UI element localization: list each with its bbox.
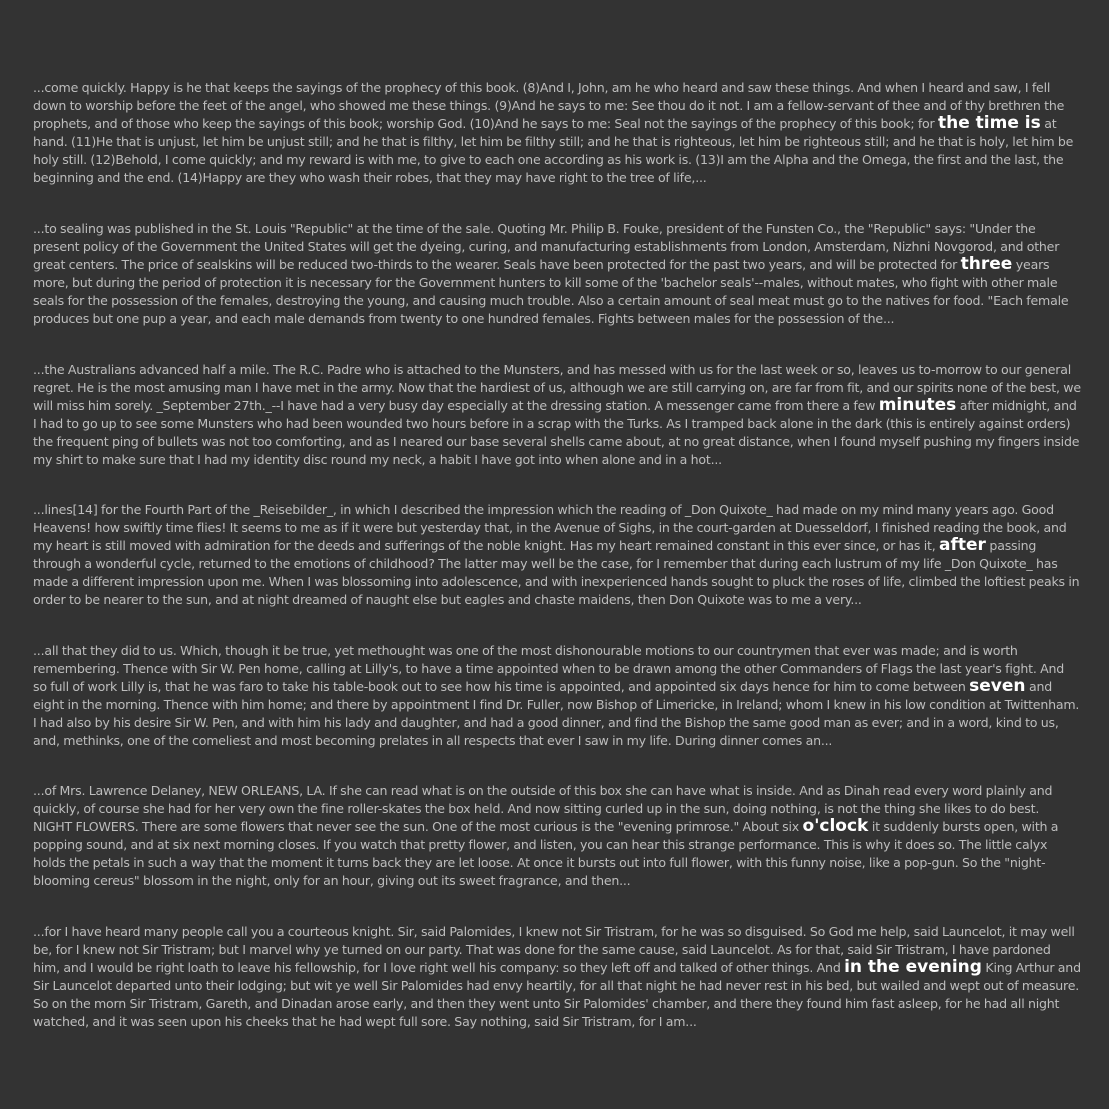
highlighted-phrase: in the evening xyxy=(844,956,982,977)
passage-text: ...all that they did to us. Which, though it be true, yet methought was one of the most dishonourable motions to our countrymen that ever was made; and is worth remembering. Thence with Sir W. Pen home, calling at Lilly's, to have a time appointed when to be drawn among the other Commanders of Flags the last year's fight. And so full of work Lilly is, that he was faro to take his table-book out to see how his time is appointed, and appointed six days hence for him to come between xyxy=(33,643,1065,694)
passage-text: ...the Australians advanced half a mile. The R.C. Padre who is attached to the Munsters, and has messed with us for the last week or so, leaves us to-morrow to our general regret. He is the most amusing man I have met in the army. Now that the hardiest of us, although we are still carrying on, are far from fit, and our spirits none of the best, we will miss him sorely. _September 27th._--I have had a very busy day especially at the dressing station. A messenger came from there a few xyxy=(33,362,1081,413)
passage-2 xyxy=(33,220,1081,327)
passage-text: ...of Mrs. Lawrence Delaney, NEW ORLEANS, LA. If she can read what is on the outside of this box she can have what is inside. And as Dinah read every word plainly and quickly, of course she had for her very own the fine roller-skates the box held. And now sitting curled up in the sun, doing nothing, is not the thing she likes to do best. NIGHT FLOWERS. There are some flowers that never see the sun. One of the most curious is the "evening primrose." About six xyxy=(33,783,1053,834)
passage-text: ...for I have heard many people call you a courteous knight. Sir, said Palomides, I knew not Sir Tristram, for he was so disguised. So God me help, said Launcelot, it may well be, for I knew not Sir Tristram; but I marvel why ye turned on our party. That was done for the same cause, said Launcelot. As for that, said Sir Tristram, I have pardoned him, and I would be right loath to leave his fellowship, for I love right well his company: so they left off and talked of other things. And xyxy=(33,924,1075,975)
passage-text: ...to sealing was published in the St. Louis "Republic" at the time of the sale. Quoting Mr. Philip B. Fouke, president of the Funsten Co., the "Republic" says: "Under the present policy of the Government the United States will get the dyeing, curing, and manufacturing establishments from London, Amsterdam, Nizhni Novgorod, and other great centers. The price of sealskins will be reduced two-thirds to the wearer. Seals have been protected for the past two years, and will be protected for xyxy=(33,221,1060,272)
highlighted-phrase: three xyxy=(960,253,1013,274)
passage-text: King Arthur and Sir Launcelot departed unto their lodging; but wit ye well Sir Palomides had envy heartily, for all that night he had never rest in his bed, but wailed and wept out of measure. So on the morn Sir Tristram, Gareth, and Dinadan arose early, and then they went unto Sir Palomides' chamber, and there they found him fast asleep, for he had all night watched, and it was seen upon his cheeks that he had wept full sore. Say nothing, said Sir Tristram, for I am... xyxy=(33,959,1081,1029)
passage-4 xyxy=(33,501,1081,608)
passage-text: ...come quickly. Happy is he that keeps the sayings of the prophecy of this book. (8)And I, John, am he who heard and saw these things. And when I heard and saw, I fell down to worship before the feet of the angel, who showed me these things. (9)And he says to me: See thou do it not. I am a fellow-servant of thee and of thy brethren the prophets, and of those who keep the sayings of this book; worship God. (10)And he says to me: Seal not the sayings of the prophecy of this book; for xyxy=(33,80,1065,131)
passage-text: it suddenly bursts open, with a popping sound, and at six next morning closes. If you watch that pretty flower, and listen, you can hear this strange performance. This is why it does so. The little calyx holds the petals in such a way that the moment it turns back they are let loose. At once it bursts out into full flower, with this funny noise, like a pop-gun. So the "night-blooming cereus" blossom in the night, only for an hour, giving out its sweet fragrance, and then... xyxy=(33,818,1059,888)
passage-6 xyxy=(33,782,1081,889)
passage-text: years more, but during the period of protection it is necessary for the Government hunters to kill some of the 'bachelor seals'--males, without mates, who fight with other male seals for the possession of the females, destroying the young, and causing much trouble. Also a certain amount of seal meat must go to the natives for food. "Each female produces but one pup a year, and each male demands from twenty to one hundred females. Fights between males for the possession of the... xyxy=(33,256,1069,326)
highlighted-phrase: after xyxy=(939,534,986,555)
passage-text: passing through a wonderful cycle, returned to the emotions of childhood? The latter may well be the case, for I remember that during each lustrum of my life _Don Quixote_ has made a different impression upon me. When I was blossoming into adolescence, and with inexperienced hands sought to pluck the roses of life, climbed the loftiest peaks in order to be nearer to the sun, and at night dreamed of naught else but eagles and chaste maidens, then Don Quixote was to me a very... xyxy=(33,537,1080,607)
passage-3 xyxy=(33,361,1081,468)
passage-5 xyxy=(33,642,1081,749)
highlighted-phrase: minutes xyxy=(878,394,957,415)
passage-7 xyxy=(33,923,1081,1030)
highlighted-phrase: seven xyxy=(969,675,1026,696)
passage-text: and eight in the morning. Thence with him home; and there by appointment I find Dr. Fuller, now Bishop of Limericke, in Ireland; whom I knew in his low condition at Twittenham. I had also by his desire Sir W. Pen, and with him his lady and daughter, and had a good dinner, and find the Bishop the same good man as ever; and in a word, kind to us, and, methinks, one of the comeliest and most becoming prelates in all respects that ever I saw in my life. During dinner comes an... xyxy=(33,678,1080,748)
passage-text: ...lines[14] for the Fourth Part of the _Reisebilder_, in which I described the impression which the reading of _Don Quixote_ had made on my mind many years ago. Good Heavens! how swiftly time flies! It seems to me as if it were but yesterday that, in the Avenue of Sighs, in the court-garden at Duesseldorf, I finished reading the book, and my heart is still moved with admiration for the deeds and sufferings of the noble knight. Has my heart remained constant in this ever since, or has it, xyxy=(33,502,1067,553)
highlighted-phrase: the time is xyxy=(937,112,1041,133)
highlighted-phrase: o'clock xyxy=(802,815,869,836)
passage-1 xyxy=(33,79,1081,186)
passage-text: at hand. (11)He that is unjust, let him be unjust still; and he that is filthy, let him be filthy still; and he that is righteous, let him be righteous still; and he that is holy, let him be holy still. (12)Behold, I come quickly; and my reward is with me, to give to each one according as his work is. (13)I am the Alpha and the Omega, the first and the last, the beginning and the end. (14)Happy are they who wash their robes, that they may have right to the tree of life,... xyxy=(33,115,1074,185)
passage-text: after midnight, and I had to go up to see some Munsters who had been wounded two hours before in a scrap with the Turks. As I tramped back alone in the dark (this is entirely against orders) the frequent ping of bullets was not too comforting, and as I neared our base several shells came about, at no great distance, when I found myself pushing my fingers inside my shirt to make sure that I had my identity disc round my neck, a habit I have got into when alone and in a hot... xyxy=(33,397,1080,467)
